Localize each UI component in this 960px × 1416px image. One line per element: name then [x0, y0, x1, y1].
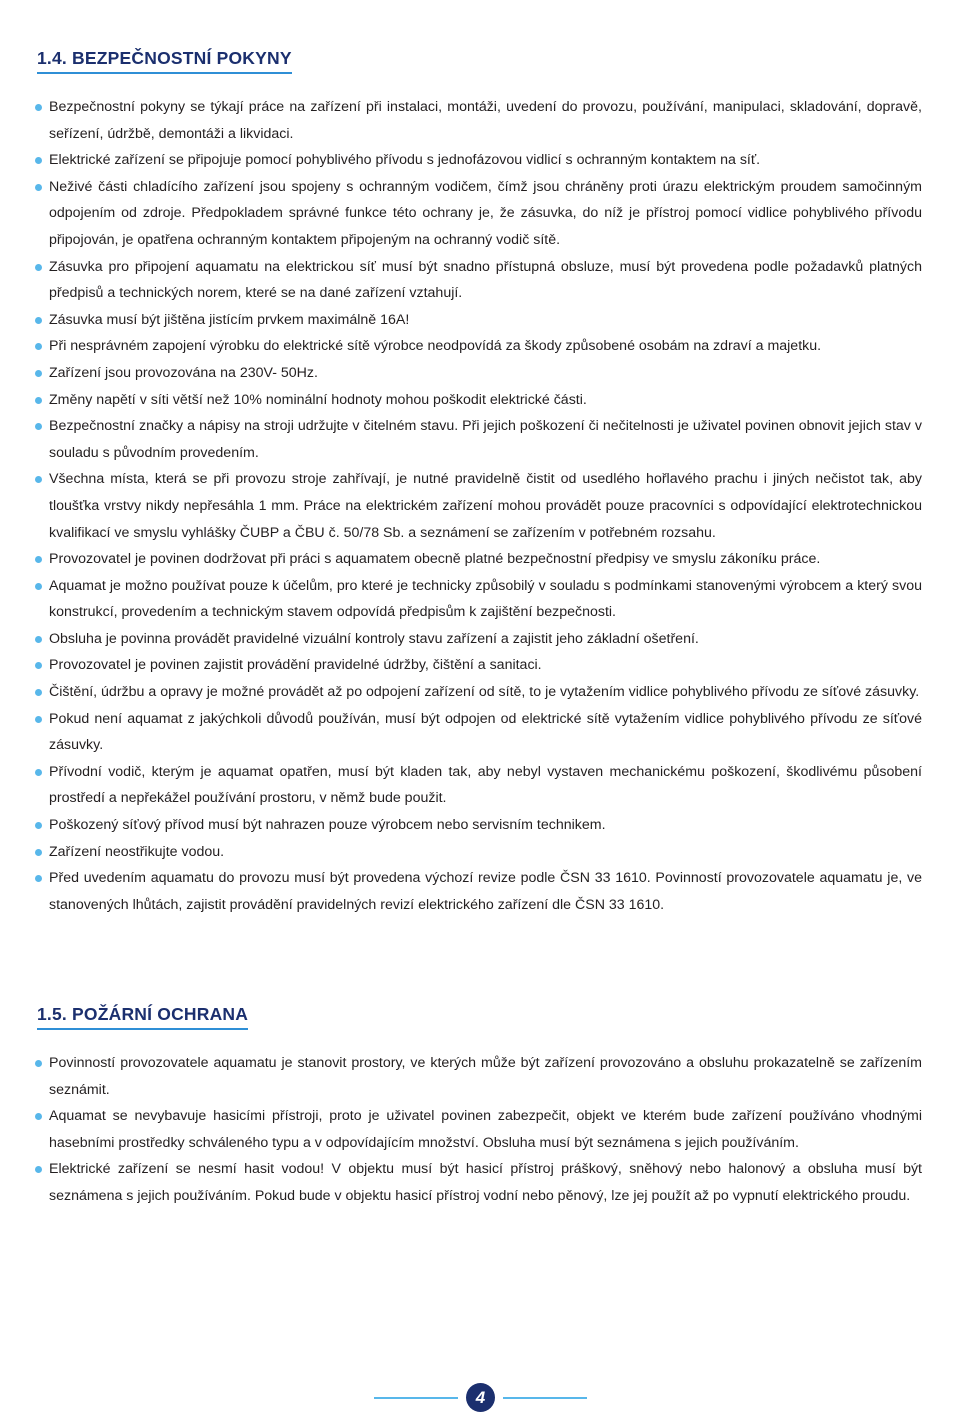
list-item-text: Elektrické zařízení se připojuje pomocí pohyblivého přívodu s jednofázovou vidlicí s ochranným kontaktem na síť.: [49, 152, 761, 169]
bullet-icon: [35, 689, 42, 696]
bullet-icon: [35, 184, 42, 191]
fire-protection-list: [0, 1050, 960, 1210]
footer-line-right: [503, 1397, 587, 1399]
bullet-icon: [35, 1060, 42, 1067]
list-item: [49, 360, 922, 387]
bullet-icon: [35, 370, 42, 377]
title-underline: [37, 72, 292, 74]
list-item-text: Obsluha je povinna provádět pravidelné vizuální kontroly stavu zařízení a zajistit jeho základní ošetření.: [49, 630, 699, 647]
bullet-icon: [35, 476, 42, 483]
list-item: [49, 839, 922, 866]
list-item-text: Zařízení jsou provozována na 230V- 50Hz.: [49, 364, 318, 381]
list-item: [49, 387, 922, 414]
list-item-text: Bezpečnostní pokyny se týkají práce na zařízení při instalaci, montáži, uvedení do provozu, používání, manipulaci, skladování, dopravě, seřízení, údržbě, demontáži a likvidaci.: [49, 99, 922, 142]
list-item-text: Provozovatel je povinen dodržovat při práci s aquamatem obecně platné bezpečnostní předpisy ve smyslu zákoníku práce.: [49, 551, 821, 568]
bullet-icon: [35, 343, 42, 350]
bullet-icon: [35, 822, 42, 829]
list-item: [49, 1156, 922, 1209]
list-item: [49, 307, 922, 334]
bullet-icon: [35, 1113, 42, 1120]
section-title-text: 1.5. POŽÁRNÍ OCHRANA: [37, 1004, 249, 1024]
list-item: [49, 759, 922, 812]
bullet-icon: [35, 264, 42, 271]
list-item-text: Všechna místa, která se při provozu stroje zahřívají, je nutné pravidelně čistit od usedlého hořlavého prachu i jiných nečistot tak, aby tloušťka vrstvy nikdy nepřesáhla 1 mm. Práce na elektrickém zařízení mohou provádět pouze pracovníci s odpovídající elektrotechnickou kvalifikací ve smyslu vyhlášky ČUBP a ČBU č. 50/78 Sb. a seznámení se zařízením v potřebném rozsahu.: [49, 471, 922, 541]
list-item: [49, 865, 922, 918]
safety-instructions-list: [0, 94, 960, 918]
page-number: 4: [466, 1383, 495, 1412]
list-item: [49, 413, 922, 466]
footer-line-left: [374, 1397, 458, 1399]
list-item-text: Změny napětí v síti větší než 10% nominální hodnoty mohou poškodit elektrické části.: [49, 391, 587, 408]
bullet-icon: [35, 317, 42, 324]
list-item: [49, 174, 922, 254]
list-item-text: Elektrické zařízení se nesmí hasit vodou! V objektu musí být hasicí přístroj práškový, sněhový nebo halonový a obsluha musí být seznámena s jejich používáním. Pokud bude v objektu hasicí přístroj vodní nebo pěnový, lze jej použít až po vypnutí elektrického proudu.: [49, 1161, 922, 1204]
bullet-icon: [35, 104, 42, 111]
bullet-icon: [35, 716, 42, 723]
list-item: [49, 679, 922, 706]
list-item: [49, 706, 922, 759]
list-item-text: Přívodní vodič, kterým je aquamat opatřen, musí být kladen tak, aby nebyl vystaven mechanickému poškození, škodlivému působení prostředí a nepřekážel používání prostoru, v němž bude použit.: [49, 763, 922, 807]
bullet-icon: [35, 1166, 42, 1173]
bullet-icon: [35, 423, 42, 430]
bullet-icon: [35, 849, 42, 856]
bullet-icon: [35, 583, 42, 590]
bullet-icon: [35, 636, 42, 643]
bullet-icon: [35, 556, 42, 563]
list-item: [49, 147, 922, 174]
list-item: [49, 652, 922, 679]
section-title-text: 1.4. BEZPEČNOSTNÍ POKYNY: [37, 48, 292, 68]
list-item: [49, 333, 922, 360]
list-item-text: Povinností provozovatele aquamatu je stanovit prostory, ve kterých může být zařízení provozováno a obsluhu prokazatelně se zařízením seznámit.: [49, 1055, 922, 1098]
list-item: [49, 626, 922, 653]
bullet-icon: [35, 397, 42, 404]
list-item-text: Čištění, údržbu a opravy je možné provádět až po odpojení zařízení od sítě, to je vytažením vidlice pohyblivého přívodu ze síťové zásuvky.: [49, 684, 920, 701]
list-item: [49, 94, 922, 147]
section-title-fire-protection: [37, 1004, 248, 1025]
list-item: [49, 573, 922, 626]
list-item-text: Aquamat je možno používat pouze k účelům, pro které je technicky způsobilý v souladu s podmínkami stanovenými výrobcem a který svou konstrukcí, provedením a technickým stavem odpovídá předpisům k zajištění bezpečnosti.: [49, 577, 922, 621]
title-underline: [37, 1028, 248, 1030]
list-item: [49, 466, 922, 546]
list-item-text: Provozovatel je povinen zajistit provádění pravidelné údržby, čištění a sanitaci.: [49, 657, 542, 674]
list-item-text: Zásuvka pro připojení aquamatu na elektrickou síť musí být snadno přístupná obsluze, musí být provedena podle požadavků platných předpisů a technických norem, které se na dané zařízení vztahují.: [49, 258, 922, 302]
list-item-text: Zásuvka musí být jištěna jistícím prvkem maximálně 16A!: [49, 311, 410, 328]
list-item: [49, 812, 922, 839]
bullet-icon: [35, 875, 42, 882]
list-item-text: Aquamat se nevybavuje hasicími přístroji, proto je uživatel povinen zabezpečit, objekt ve kterém bude zařízení používáno vhodnými hasebními prostředky schváleného typu a v odpovídajícím množství. Obsluha musí být seznámena s jejich používáním.: [49, 1108, 922, 1151]
bullet-icon: [35, 157, 42, 164]
list-item-text: Bezpečnostní značky a nápisy na stroji udržujte v čitelném stavu. Při jejich poškození či nečitelnosti je uživatel povinen obnovit jejich stav v souladu s původním provedením.: [49, 418, 922, 461]
list-item-text: Neživé části chladícího zařízení jsou spojeny s ochranným vodičem, čímž jsou chráněny proti úrazu elektrickým proudem samočinným odpojením od zdroje. Předpokladem správné funkce této ochrany je, že zásuvka, do níž je přístroj pomocí vidlice pohyblivého přívodu připojován, je opatřena ochranným kontaktem připojeným na ochranný vodič sítě.: [49, 178, 922, 248]
list-item-text: Pokud není aquamat z jakýchkoli důvodů používán, musí být odpojen od elektrické sítě vytažením vidlice pohyblivého přívodu ze síťové zásuvky.: [49, 710, 922, 754]
section-title-safety: [37, 48, 292, 69]
list-item: [49, 1103, 922, 1156]
list-item: [49, 254, 922, 307]
list-item: [49, 546, 922, 573]
list-item: [49, 1050, 922, 1103]
list-item-text: Poškozený síťový přívod musí být nahrazen pouze výrobcem nebo servisním technikem.: [49, 817, 606, 834]
list-item-text: Zařízení neostřikujte vodou.: [49, 843, 225, 860]
bullet-icon: [35, 769, 42, 776]
list-item-text: Před uvedením aquamatu do provozu musí být provedena výchozí revize podle ČSN 33 1610. Povinností provozovatele aquamatu je, ve stanovených lhůtách, zajistit provádění pravidelných revizí elektrického zařízení dle ČSN 33 1610.: [49, 870, 922, 913]
bullet-icon: [35, 662, 42, 669]
list-item-text: Při nesprávném zapojení výrobku do elektrické sítě výrobce neodpovídá za škody způsobené osobám na zdraví a majetku.: [49, 338, 822, 355]
